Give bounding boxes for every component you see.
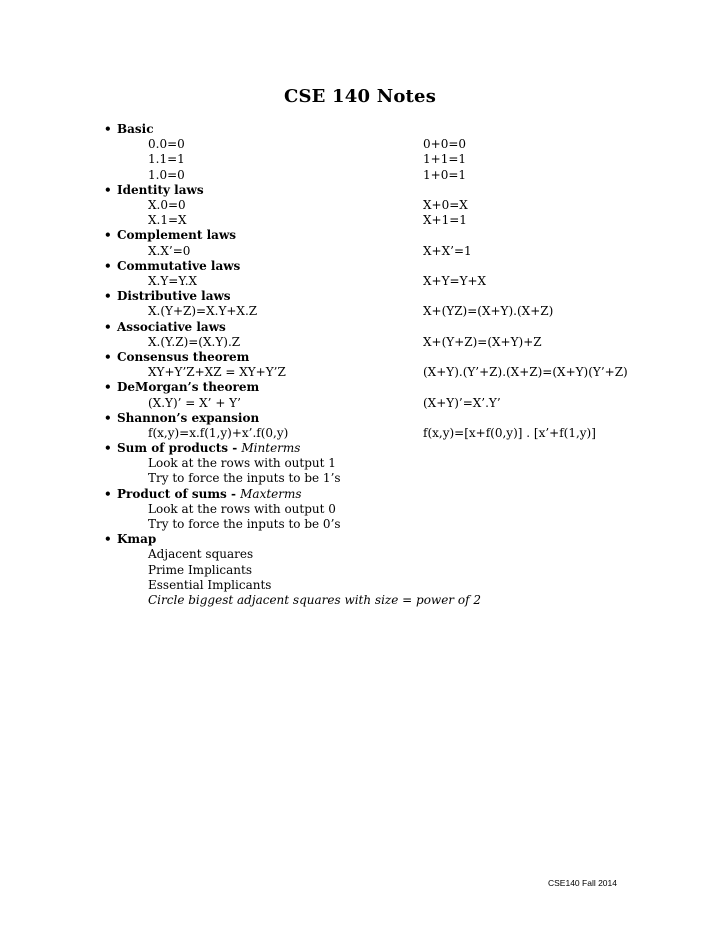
note-left-text: X.X’=0 (148, 243, 191, 258)
note-row (104, 547, 664, 562)
note-right-text: X+(YZ)=(X+Y).(X+Z) (423, 304, 554, 319)
note-left-text: Look at the rows with output 1 (148, 456, 336, 471)
note-row (104, 137, 664, 152)
note-row (104, 517, 664, 532)
section-heading (104, 487, 664, 502)
section-heading-label: Basic (117, 122, 154, 136)
note-row (104, 198, 664, 213)
note-right-text: X+Y=Y+X (423, 273, 487, 288)
section-heading-label: Sum of products (117, 441, 229, 456)
note-row (104, 502, 664, 517)
section-subheading-separator: - (226, 486, 241, 501)
section-heading (104, 320, 664, 335)
bullet-icon: • (104, 410, 112, 425)
note-left-text: 0.0=0 (148, 137, 185, 152)
note-row (104, 563, 664, 578)
section-heading (104, 122, 664, 137)
note-left-text: X.(Y+Z)=X.Y+X.Z (148, 304, 258, 319)
section-heading-label: Kmap (117, 532, 157, 547)
note-left-text: 1.0=0 (148, 167, 185, 182)
page-footer: CSE140 Fall 2014 (548, 878, 617, 888)
section-heading (104, 183, 664, 198)
note-row (104, 335, 664, 350)
section-heading (104, 289, 664, 304)
note-row (104, 456, 664, 471)
note-row (104, 593, 664, 608)
section-subheading: Minterms (241, 441, 301, 456)
section-heading (104, 411, 664, 426)
note-right-text: X+X’=1 (423, 243, 472, 258)
section-subheading: Maxterms (240, 486, 302, 501)
note-left-text: Adjacent squares (148, 547, 254, 562)
note-row (104, 274, 664, 289)
note-right-text: 0+0=0 (423, 137, 467, 152)
note-right-text: (X+Y).(Y’+Z).(X+Z)=(X+Y)(Y’+Z) (423, 365, 628, 380)
note-row (104, 471, 664, 486)
note-row (104, 365, 664, 380)
note-left-text: Try to force the inputs to be 0’s (148, 517, 341, 532)
note-row (104, 578, 664, 593)
note-row (104, 426, 664, 441)
note-left-text: X.1=X (148, 213, 187, 228)
bullet-icon: • (104, 349, 112, 364)
bullet-icon: • (104, 258, 112, 273)
note-left-text: Look at the rows with output 0 (148, 501, 336, 516)
section-heading-label: Distributive laws (117, 289, 231, 304)
note-right-text: (X+Y)’=X’.Y’ (423, 395, 501, 410)
bullet-icon: • (104, 182, 112, 197)
section-heading-label: Consensus theorem (117, 349, 250, 364)
note-row (104, 244, 664, 259)
note-left-text: Try to force the inputs to be 1’s (148, 471, 341, 486)
note-row (104, 304, 664, 319)
note-left-text: Circle biggest adjacent squares with size = power of 2 (148, 593, 481, 607)
bullet-icon: • (104, 532, 112, 547)
section-heading-label: Shannon’s expansion (117, 410, 260, 425)
bullet-icon: • (104, 441, 112, 456)
note-left-text: Prime Implicants (148, 562, 253, 577)
section-heading (104, 441, 664, 456)
note-left-text: X.(Y.Z)=(X.Y).Z (148, 334, 241, 349)
note-left-text: X.0=0 (148, 197, 186, 212)
note-right-text: X+1=1 (423, 213, 467, 228)
note-left-text: Essential Implicants (148, 577, 272, 592)
section-heading (104, 228, 664, 243)
note-left-text: XY+Y’Z+XZ = XY+Y’Z (148, 365, 286, 380)
bullet-icon: • (104, 319, 112, 334)
note-row (104, 168, 664, 183)
note-row (104, 152, 664, 167)
note-row (104, 396, 664, 411)
section-heading (104, 350, 664, 365)
note-right-text: f(x,y)=[x+f(0,y)] . [x’+f(1,y)] (423, 425, 596, 440)
section-heading-label: Identity laws (117, 182, 204, 197)
section-heading-label: Commutative laws (117, 258, 241, 273)
section-heading (104, 532, 664, 547)
notes-list (104, 122, 664, 608)
section-heading-label: Complement laws (117, 228, 237, 243)
note-left-text: (X.Y)’ = X’ + Y’ (148, 395, 241, 410)
section-heading-label: Associative laws (117, 319, 226, 334)
section-heading-label: DeMorgan’s theorem (117, 380, 260, 395)
section-heading (104, 259, 664, 274)
note-left-text: 1.1=1 (148, 152, 185, 167)
note-right-text: X+0=X (423, 197, 468, 212)
note-right-text: 1+0=1 (423, 167, 467, 182)
section-heading (104, 380, 664, 395)
note-right-text: 1+1=1 (423, 152, 467, 167)
note-row (104, 213, 664, 228)
bullet-icon: • (104, 289, 112, 304)
note-left-text: f(x,y)=x.f(1,y)+x’.f(0,y) (148, 425, 289, 440)
bullet-icon: • (104, 122, 112, 136)
note-left-text: X.Y=Y.X (148, 273, 198, 288)
section-subheading-separator: - (228, 441, 242, 456)
page-title: CSE 140 Notes (283, 86, 437, 107)
note-right-text: X+(Y+Z)=(X+Y)+Z (423, 334, 542, 349)
bullet-icon: • (104, 380, 112, 395)
bullet-icon: • (104, 486, 112, 501)
section-heading-label: Product of sums (117, 486, 227, 501)
bullet-icon: • (104, 228, 112, 243)
